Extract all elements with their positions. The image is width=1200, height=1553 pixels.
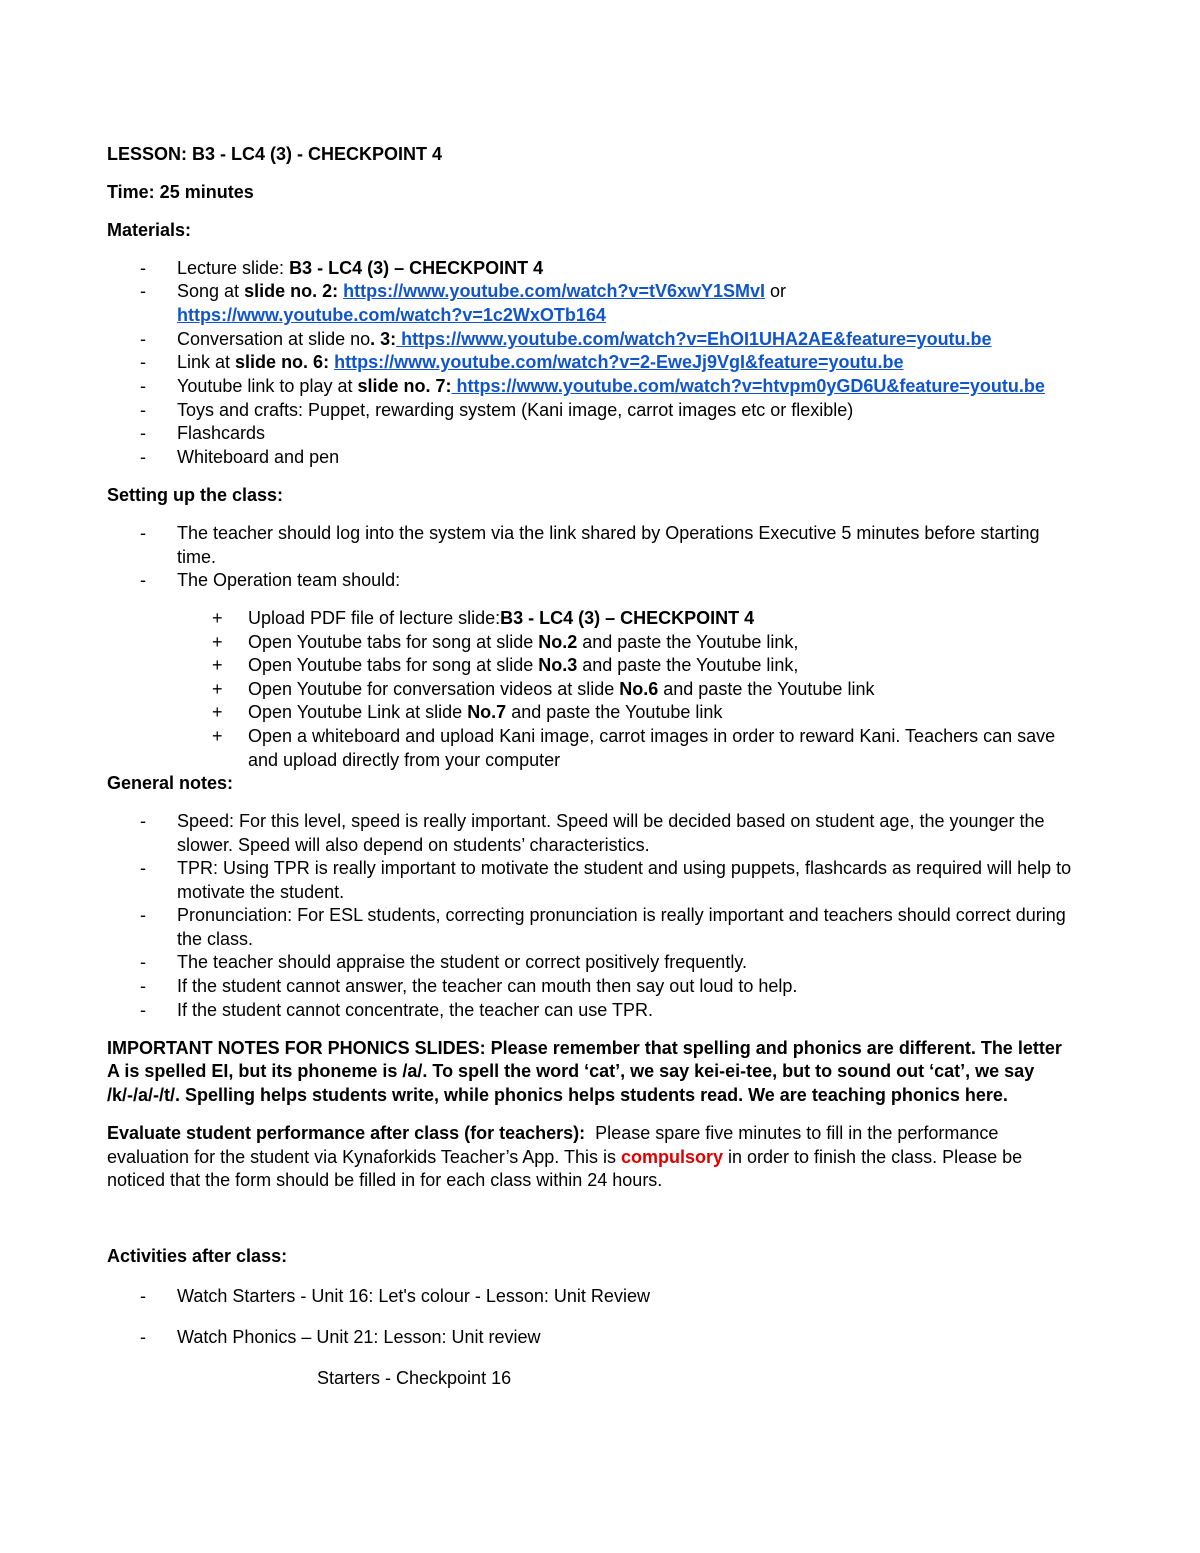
evaluate-text-2-suffix: in order to finish the class. Please be (723, 1147, 1023, 1167)
song-prefix: Song at (177, 281, 245, 301)
song3-suffix: and paste the Youtube link, (577, 655, 799, 675)
dash-bullet: - (140, 281, 146, 301)
dash-bullet: - (140, 811, 146, 831)
link7-prefix: Open Youtube Link at slide (248, 702, 468, 722)
time-label: Time: 25 minutes (107, 182, 254, 202)
song2-suffix: and paste the Youtube link, (577, 632, 799, 652)
mouth-note: If the student cannot answer, the teacher can mouth then say out loud to help. (177, 976, 798, 996)
plus-bullet: + (212, 726, 223, 746)
whiteboard-item: Whiteboard and pen (177, 447, 340, 467)
song-slide: slide no. 2: (244, 281, 339, 301)
phonics-note-line1: IMPORTANT NOTES FOR PHONICS SLIDES: Please remember that spelling and phonics are different. The letter (107, 1038, 1062, 1058)
materials-heading: Materials: (107, 220, 192, 240)
conv-slide: No.6 (619, 679, 659, 699)
dash-bullet: - (140, 858, 146, 878)
evaluate-text-2: evaluation for the student via Kynaforkids Teacher’s App. This is (107, 1147, 621, 1167)
song2-slide: No.2 (538, 632, 578, 652)
plus-bullet: + (212, 679, 223, 699)
evaluate-line2 (107, 1145, 1022, 1169)
plus-bullet: + (212, 632, 223, 652)
plus-bullet: + (212, 702, 223, 722)
dash-bullet: - (140, 400, 146, 420)
phonics-note-line2: A is spelled EI, but its phoneme is /a/. To spell the word ‘cat’, we say kei-ei-tee, but to sound out ‘cat’, we say (107, 1061, 1035, 1081)
evaluate-text: Please spare five minutes to fill in the performance (585, 1123, 999, 1143)
slide6-link[interactable]: https://www.youtube.com/watch?v=2-EweJj9VgI&feature=youtu.be (334, 352, 904, 372)
conv-prefix: Open Youtube for conversation videos at slide (248, 679, 620, 699)
teacher-login-text: The teacher should log into the system via the link shared by Operations Executive 5 minutes before starting (177, 523, 1040, 543)
song2-prefix: Open Youtube tabs for song at slide (248, 632, 539, 652)
dash-bullet: - (140, 523, 146, 543)
song3-prefix: Open Youtube tabs for song at slide (248, 655, 539, 675)
phonics-note-line3: /k/-/a/-/t/. Spelling helps students write, while phonics helps students read. We are teaching phonics here. (107, 1085, 1008, 1105)
conversation-prefix: Conversation at slide no (177, 329, 371, 349)
concentrate-note: If the student cannot concentrate, the teacher can use TPR. (177, 1000, 653, 1020)
pronunciation-note: Pronunciation: For ESL students, correcting pronunciation is really important and teachers should correct during (177, 905, 1066, 925)
link6-slide: slide no. 6: (235, 352, 330, 372)
plus-bullet: + (212, 608, 223, 628)
song-link-1[interactable]: https://www.youtube.com/watch?v=tV6xwY1SMvI (343, 281, 766, 301)
youtube7-slide: slide no. 7: (357, 376, 452, 396)
dash-bullet: - (140, 376, 146, 396)
teacher-login-text-cont: time. (177, 547, 217, 567)
upload-prefix: Upload PDF file of lecture slide: (248, 608, 501, 628)
dash-bullet: - (140, 570, 146, 590)
tpr-note-cont: motivate the student. (177, 882, 345, 902)
appraise-note: The teacher should appraise the student or correct positively frequently. (177, 952, 747, 972)
pronunciation-note-cont: the class. (177, 929, 254, 949)
whiteboard-upload-text: Open a whiteboard and upload Kani image, carrot images in order to reward Kani. Teachers can save (248, 726, 1056, 746)
speed-note-cont: slower. Speed will also depend on students’ characteristics. (177, 835, 650, 855)
dash-bullet: - (140, 329, 146, 349)
dash-bullet: - (140, 976, 146, 996)
operation-team-text: The Operation team should: (177, 570, 401, 590)
or-text: or (765, 281, 787, 301)
dash-bullet: - (140, 447, 146, 467)
link7-slide: No.7 (467, 702, 507, 722)
conversation-slide: . 3: (370, 329, 397, 349)
lesson-title: LESSON: B3 - LC4 (3) - CHECKPOINT 4 (107, 144, 443, 164)
dash-bullet: - (140, 905, 146, 925)
dash-bullet: - (140, 423, 146, 443)
notes-heading: General notes: (107, 773, 234, 793)
evaluate-line1 (107, 1121, 998, 1145)
conv-suffix: and paste the Youtube link (658, 679, 875, 699)
tpr-note: TPR: Using TPR is really important to motivate the student and using puppets, flashcards as required will help to (177, 858, 1072, 878)
dash-bullet: - (140, 258, 146, 278)
evaluate-line3: noticed that the form should be filled in for each class within 24 hours. (107, 1170, 663, 1190)
link6-prefix: Link at (177, 352, 236, 372)
dash-bullet: - (140, 1327, 146, 1347)
dash-bullet: - (140, 952, 146, 972)
upload-slide-name: B3 - LC4 (3) – CHECKPOINT 4 (500, 608, 755, 628)
dash-bullet: - (140, 1286, 146, 1306)
activities-heading: Activities after class: (107, 1246, 288, 1266)
slide7-link[interactable]: https://www.youtube.com/watch?v=htvpm0yGD6U&feature=youtu.be (451, 376, 1045, 396)
speed-note: Speed: For this level, speed is really important. Speed will be decided based on student age, the younger the (177, 811, 1045, 831)
activity-starters: Watch Starters - Unit 16: Let's colour - Lesson: Unit Review (177, 1286, 650, 1306)
activity-phonics: Watch Phonics – Unit 21: Lesson: Unit review (177, 1327, 541, 1347)
activity-checkpoint: Starters - Checkpoint 16 (317, 1368, 512, 1388)
dash-bullet: - (140, 1000, 146, 1020)
setup-heading: Setting up the class: (107, 485, 284, 505)
song-link-2[interactable]: https://www.youtube.com/watch?v=1c2WxOTb164 (177, 305, 606, 325)
link7-suffix: and paste the Youtube link (506, 702, 723, 722)
dash-bullet: - (140, 352, 146, 372)
song3-slide: No.3 (538, 655, 578, 675)
compulsory-emphasis: compulsory (620, 1147, 723, 1167)
plus-bullet: + (212, 655, 223, 675)
lecture-slide-name: B3 - LC4 (3) – CHECKPOINT 4 (289, 258, 544, 278)
flashcards-item: Flashcards (177, 423, 266, 443)
conversation-link[interactable]: https://www.youtube.com/watch?v=EhOI1UHA2AE&feature=youtu.be (396, 329, 992, 349)
lecture-prefix: Lecture slide: (177, 258, 290, 278)
evaluate-heading: Evaluate student performance after class (for teachers): (107, 1123, 586, 1143)
whiteboard-upload-text-cont: and upload directly from your computer (248, 750, 561, 770)
toys-item: Toys and crafts: Puppet, rewarding system (Kani image, carrot images etc or flexible) (177, 400, 854, 420)
youtube7-prefix: Youtube link to play at (177, 376, 358, 396)
